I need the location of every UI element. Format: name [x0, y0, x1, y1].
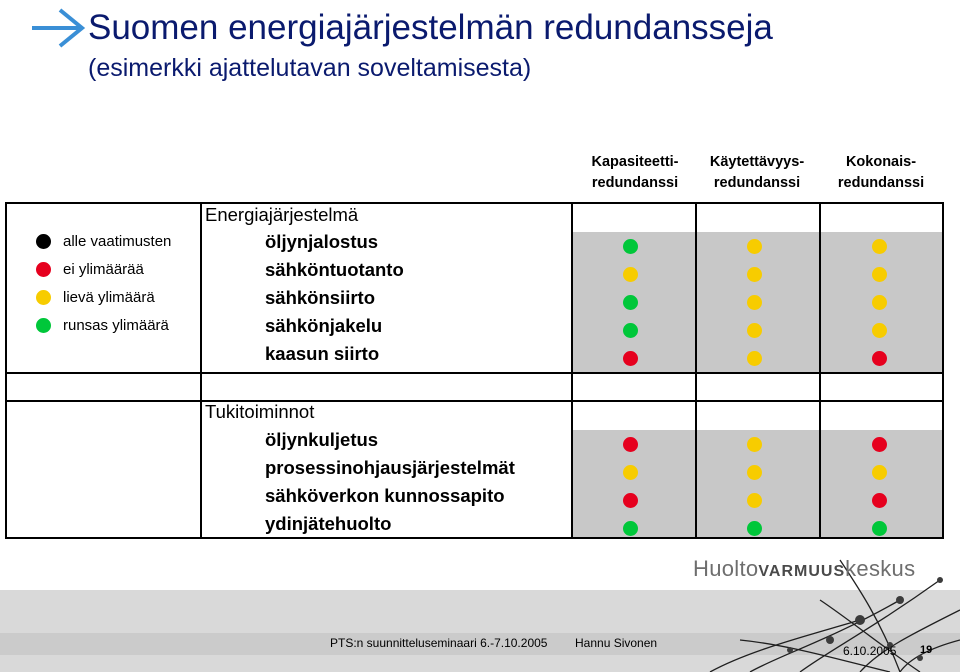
rating-yellow-dot	[872, 239, 887, 254]
section-title: Tukitoiminnot	[205, 401, 315, 422]
page-number: 19	[920, 644, 933, 656]
rating-red-dot	[872, 437, 887, 452]
rating-yellow-dot	[747, 323, 762, 338]
grid-line	[571, 204, 573, 537]
table-row-label: sähkönsiirto	[265, 287, 375, 308]
legend-yellow-dot	[36, 290, 51, 305]
rating-green-dot	[747, 521, 762, 536]
rating-red-dot	[623, 437, 638, 452]
grid-line	[7, 372, 942, 374]
rating-yellow-dot	[747, 295, 762, 310]
rating-yellow-dot	[747, 267, 762, 282]
legend-label: lievä ylimäärä	[63, 288, 155, 306]
section-title: Energiajärjestelmä	[205, 204, 359, 225]
rating-green-dot	[623, 239, 638, 254]
rating-green-dot	[623, 323, 638, 338]
rating-red-dot	[872, 351, 887, 366]
table-row-label: sähkönjakelu	[265, 315, 383, 336]
page-title: Suomen energiajärjestelmän redundansseja	[88, 8, 773, 47]
legend-red-dot	[36, 262, 51, 277]
legend-green-dot	[36, 318, 51, 333]
rating-yellow-dot	[747, 465, 762, 480]
table-row-label: ydinjätehuolto	[265, 513, 392, 534]
rating-green-dot	[623, 521, 638, 536]
arrow-icon	[30, 8, 88, 48]
rating-yellow-dot	[623, 465, 638, 480]
logo: HuoltoVARMUUSkeskus	[693, 556, 916, 581]
table-row-label: sähköntuotanto	[265, 259, 404, 280]
column-header-availability: Käytettävyys- redundanssi	[709, 154, 805, 191]
grid-line	[200, 204, 202, 537]
rating-yellow-dot	[872, 465, 887, 480]
page-subtitle: (esimerkki ajattelutavan soveltamisesta)	[88, 54, 532, 82]
rating-yellow-dot	[872, 295, 887, 310]
grid-line	[819, 204, 821, 537]
table-row-label: öljynjalostus	[265, 231, 379, 252]
rating-yellow-dot	[872, 267, 887, 282]
rating-yellow-dot	[747, 239, 762, 254]
footer-author: Hannu Sivonen	[575, 636, 658, 650]
legend-label: alle vaatimusten	[63, 232, 172, 250]
rating-red-dot	[872, 493, 887, 508]
rating-yellow-dot	[623, 267, 638, 282]
table-row-label: öljynkuljetus	[265, 429, 379, 450]
legend-item	[36, 315, 169, 335]
rating-yellow-dot	[747, 493, 762, 508]
legend-item	[36, 259, 144, 279]
rating-yellow-dot	[747, 437, 762, 452]
footer-date: 6.10.2005	[843, 644, 897, 658]
table-row-label: sähköverkon kunnossapito	[265, 485, 505, 506]
table-row-label: kaasun siirto	[265, 343, 380, 364]
rating-red-dot	[623, 493, 638, 508]
legend-label: runsas ylimäärä	[63, 316, 169, 334]
footer-event: PTS:n suunnitteluseminaari 6.-7.10.2005	[330, 636, 548, 650]
legend-item	[36, 231, 171, 251]
rating-green-dot	[623, 295, 638, 310]
legend-item	[36, 287, 155, 307]
rating-yellow-dot	[872, 323, 887, 338]
column-header-total: Kokonais- redundanssi	[837, 154, 925, 191]
legend-label: ei ylimäärää	[63, 260, 144, 278]
rating-yellow-dot	[747, 351, 762, 366]
table-row-label: prosessinohjausjärjestelmät	[265, 457, 515, 478]
column-header-capacity: Kapasiteetti- redundanssi	[591, 154, 679, 191]
rating-red-dot	[623, 351, 638, 366]
legend-black-dot	[36, 234, 51, 249]
grid-line	[7, 400, 942, 402]
grid-line	[695, 204, 697, 537]
rating-green-dot	[872, 521, 887, 536]
